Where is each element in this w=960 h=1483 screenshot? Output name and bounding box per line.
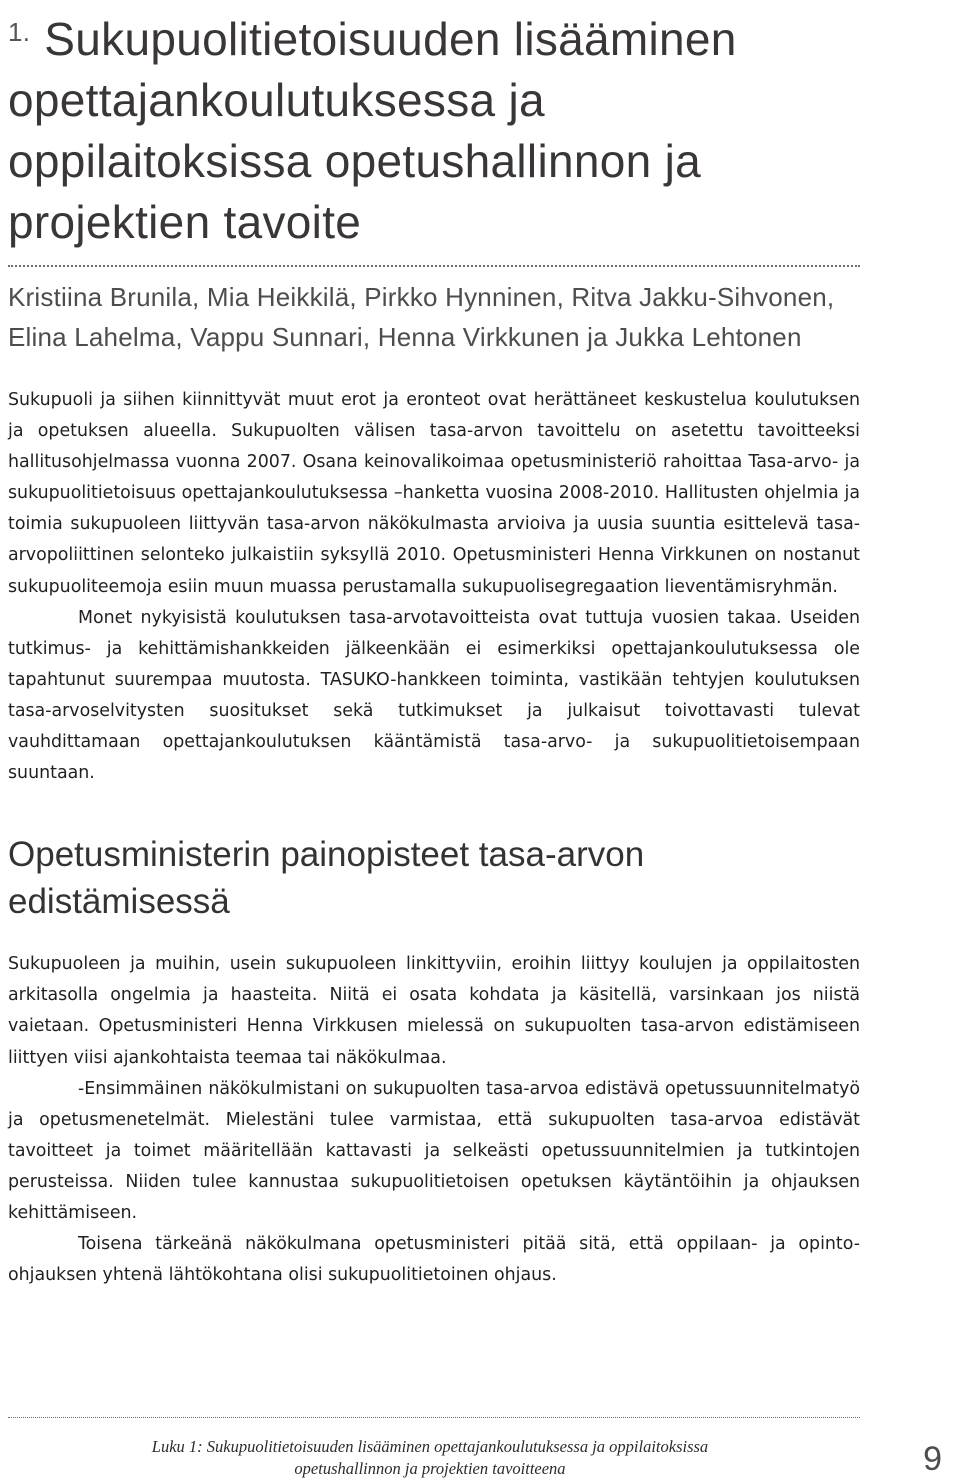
footer-divider [8,1417,860,1418]
intro-text [8,385,860,789]
page-content [8,0,860,1291]
paragraph: Sukupuoleen ja muihin, usein sukupuoleen linkittyviin, eroihin liittyy koulujen ja oppilaitosten arkitasolla ongelmia ja haasteita. Niitä ei osata kohdata ja käsitellä, varsinkaan jos niistä vaietaan. Opetusministeri Henna Virkkusen mielessä on sukupuolten tasa-arvon edistämiseen liittyen viisi ajankohtaista teemaa tai näkökulmaa. [8,954,860,1068]
chapter-title [8,0,860,253]
section-heading: Opetusministerin painopisteet tasa-arvon edistämisessä [8,835,645,922]
running-footer [60,1436,800,1480]
running-title-line: opetushallinnon ja projektien tavoitteena [294,1459,566,1478]
paragraph: -Ensimmäinen näkökulmistani on sukupuolten tasa-arvoa edistävä opetussuunnitelmatyö ja opetusmenetelmät. Mielestäni tulee varmistaa, että sukupuolten tasa-arvoa edistävät tavoitteet ja toimet määritellään kattavasti ja selkeästi opetussuunnitelmien ja tutkintojen perusteissa. Niiden tulee kannustaa sukupuolitietoisen opetuksen käytäntöihin ja ohjauksen kehittämiseen. [8,1078,860,1223]
paragraph: Monet nykyisistä koulutuksen tasa-arvotavoitteista ovat tuttuja vuosien takaa. Useiden tutkimus- ja kehittämishankkeiden jälkeenkään ei esimerkiksi opettajankoulutuksessa ole tapahtunut suurempaa muutosta. TASUKO-hankkeen toiminta, vastikään tehtyjen koulutuksen tasa-arvoselvitysten suositukset sekä tutkimukset ja julkaisut toivottavasti tulevat vauhdittamaan opettajankoulutuksen kääntämistä tasa-arvo- ja sukupuolitietoisempaan suuntaan. [8,607,860,784]
authors: Kristiina Brunila, Mia Heikkilä, Pirkko Hynninen, Ritva Jakku-Sihvonen, Elina Lahelma, Vappu Sunnari, Henna Virkkunen ja Jukka Lehtonen [8,282,835,352]
chapter-title-text: Sukupuolitietoisuuden lisääminen opettajankoulutuksessa ja oppilaitoksissa opetushallinnon ja projektien tavoite [8,13,737,248]
running-title-line: Luku 1: Sukupuolitietoisuuden lisääminen opettajankoulutuksessa ja oppilaitoksissa [151,1437,709,1456]
section-text [8,949,860,1291]
page-number: 9 [923,1440,942,1478]
paragraph: Sukupuoli ja siihen kiinnittyvät muut erot ja eronteot ovat herättäneet keskustelua koulutuksen ja opetuksen alueella. Sukupuolten välisen tasa-arvon tavoittelu on asetettu tavoitteeksi hallitusohjelmassa vuonna 2007. Osana keinovalikoimaa opetusministeriö rahoittaa Tasa-arvo- ja sukupuolitietoisuus opettajankoulutuksessa –hanketta vuosina 2008-2010. Hallitusten ohjelmia ja toimia sukupuoleen liittyvän tasa-arvon näkökulmasta arvioiva ja uusia suuntia esittelevä tasa-arvopoliittinen selonteko julkaistiin syksyllä 2010. Opetusministeri Henna Virkkunen on nostanut sukupuoliteemoja esiin muun muassa perustamalla sukupuolisegregaation lieventämisryhmän. [8,390,860,597]
chapter-number: 1. [8,17,31,47]
title-divider [8,265,860,267]
paragraph: Toisena tärkeänä näkökulmana opetusministeri pitää sitä, että oppilaan- ja opinto-ohjauksen yhtenä lähtökohtana olisi sukupuolitietoinen ohjaus. [8,1234,860,1286]
